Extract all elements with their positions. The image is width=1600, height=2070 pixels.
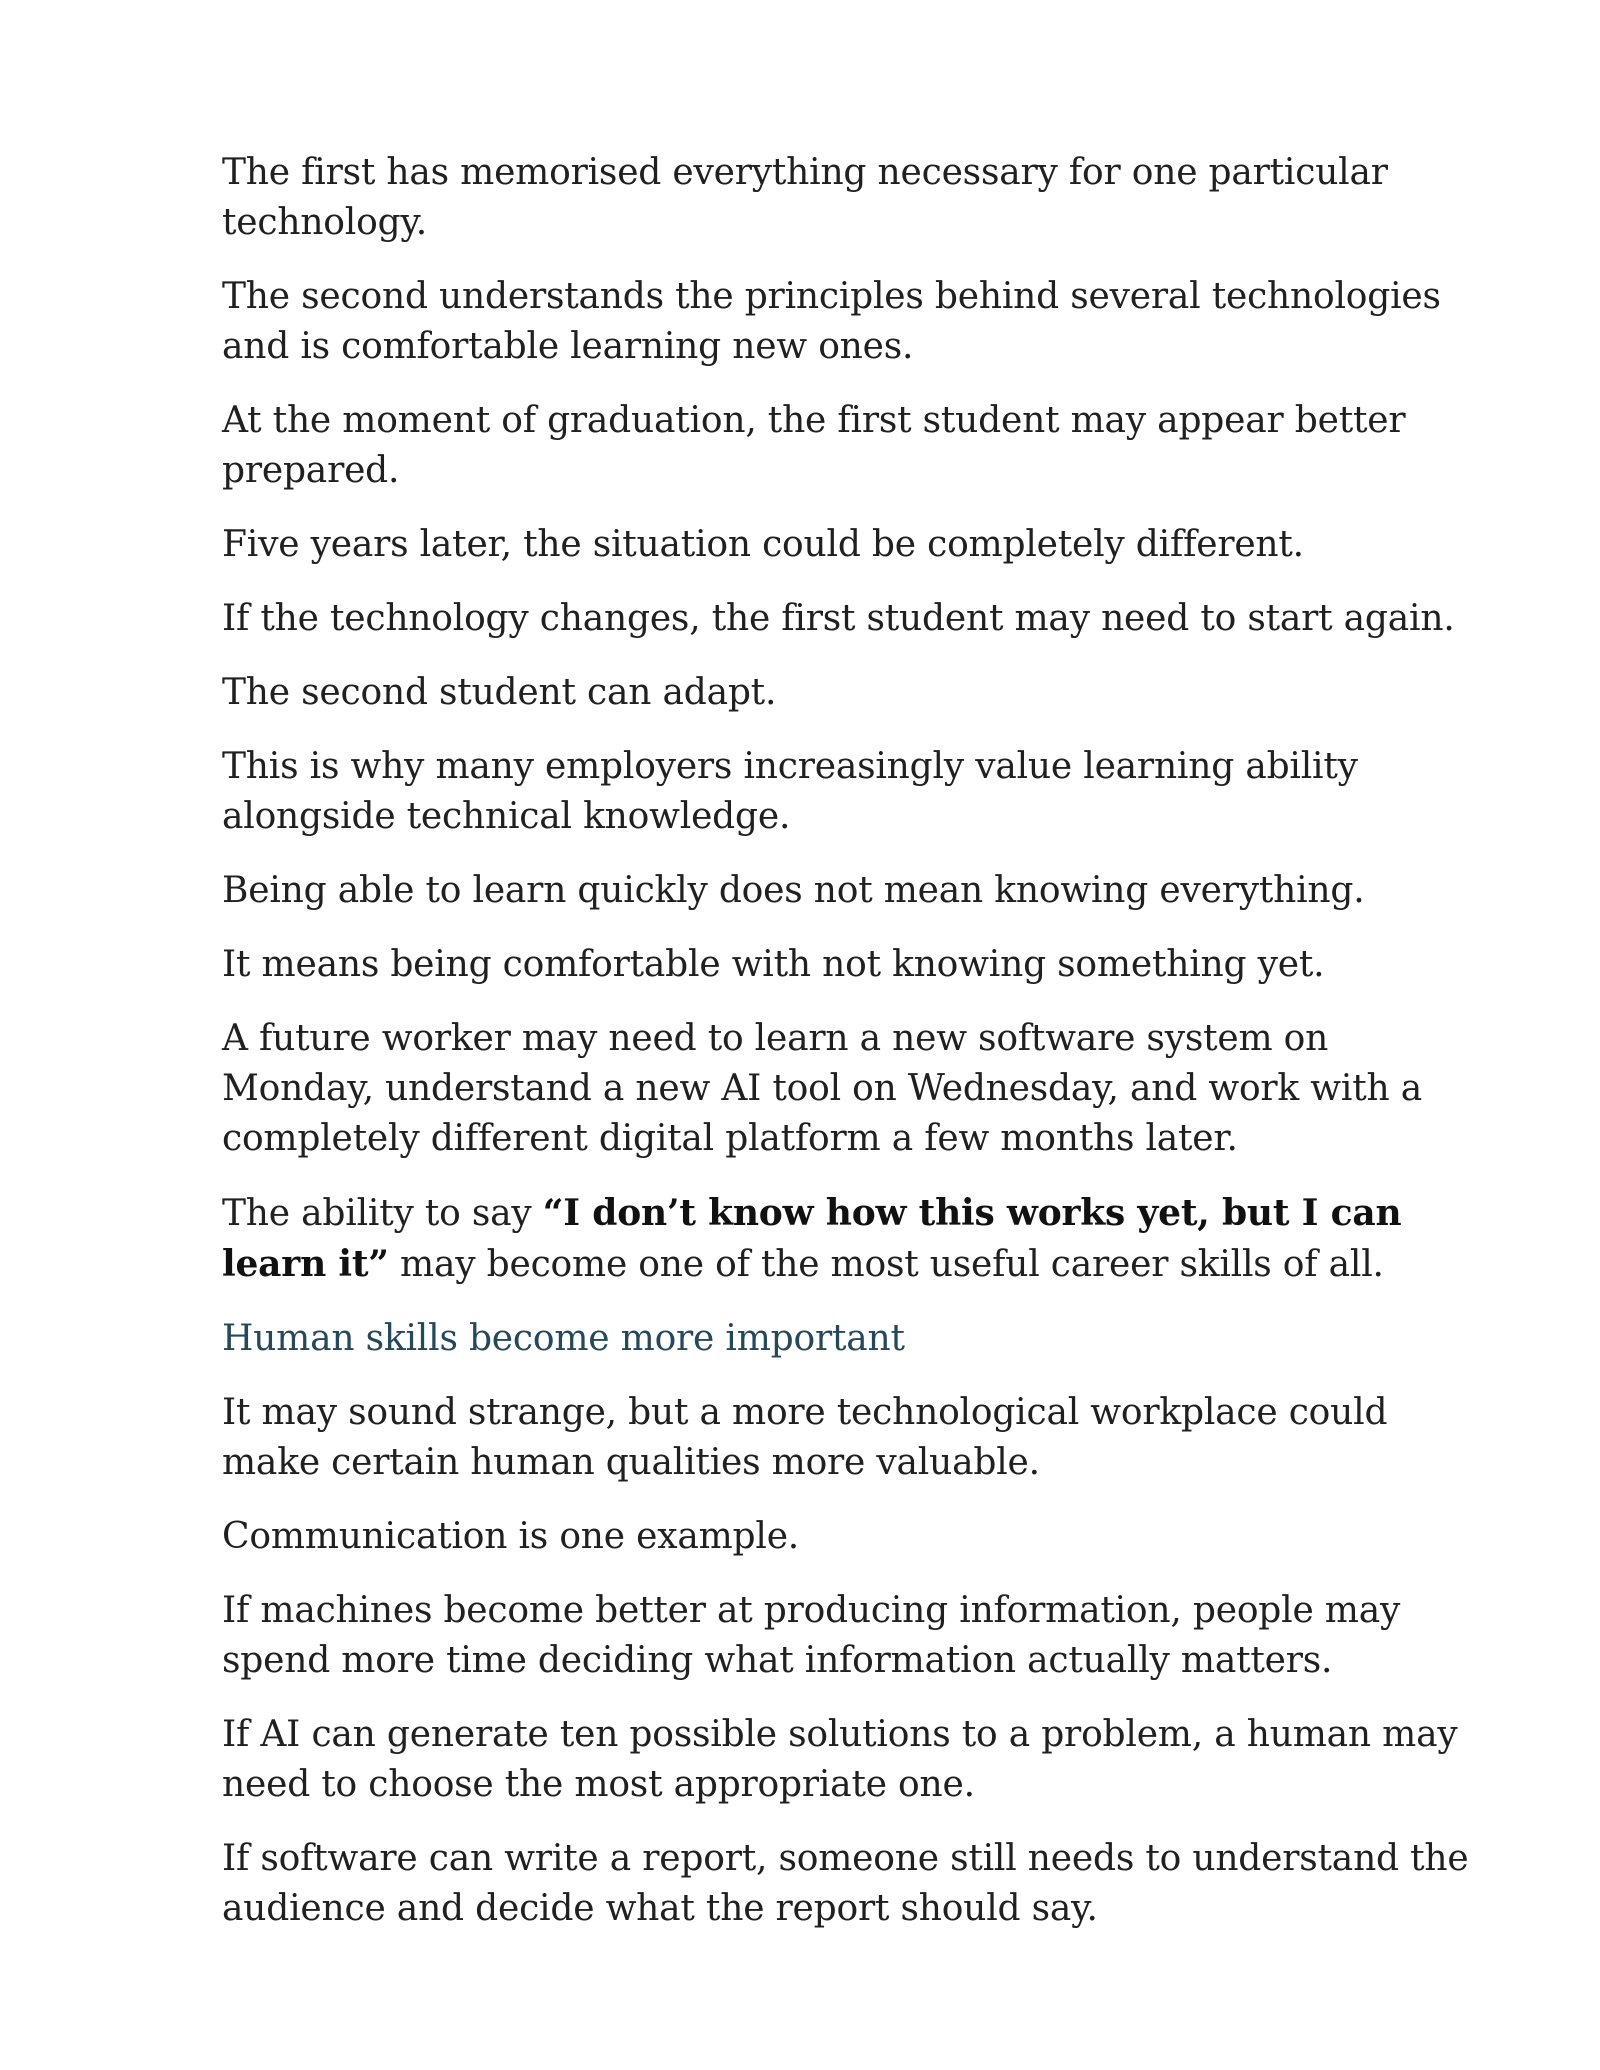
paragraph: At the moment of graduation, the first student may appear better prepared. (222, 400, 1406, 491)
section-heading: Human skills become more important (222, 1318, 905, 1359)
paragraph: If the technology changes, the first student may need to start again. (222, 598, 1455, 639)
quote-paragraph (222, 1188, 1490, 1290)
quote-tail-text: may become one of the most useful career skills of all. (388, 1244, 1384, 1285)
paragraph: Five years later, the situation could be completely different. (222, 524, 1304, 565)
paragraph: The second student can adapt. (222, 672, 777, 713)
paragraph: If machines become better at producing information, people may spend more time deciding what information actually matters. (222, 1590, 1401, 1681)
quote-emphasis-text: “I don’t know how this works yet, but I can learn it” (222, 1192, 1402, 1285)
paragraph: If AI can generate ten possible solutions to a problem, a human may need to choose the most appropriate one. (222, 1714, 1458, 1805)
paragraph: The first has memorised everything necessary for one particular technology. (222, 152, 1388, 243)
paragraph: A future worker may need to learn a new software system on Monday, understand a new AI tool on Wednesday, and work with a completely different digital platform a few months later. (222, 1018, 1422, 1159)
document-body (222, 148, 1490, 1934)
paragraph: The second understands the principles behind several technologies and is comfortable learning new ones. (222, 276, 1441, 367)
paragraph: Communication is one example. (222, 1516, 800, 1557)
paragraph: It may sound strange, but a more technological workplace could make certain human qualities more valuable. (222, 1392, 1388, 1483)
paragraph: This is why many employers increasingly value learning ability alongside technical knowledge. (222, 746, 1358, 837)
paragraph: Being able to learn quickly does not mean knowing everything. (222, 870, 1365, 911)
paragraph: If software can write a report, someone still needs to understand the audience and decide what the report should say. (222, 1838, 1469, 1929)
paragraph: It means being comfortable with not knowing something yet. (222, 944, 1325, 985)
quote-lead-text: The ability to say (222, 1193, 543, 1234)
